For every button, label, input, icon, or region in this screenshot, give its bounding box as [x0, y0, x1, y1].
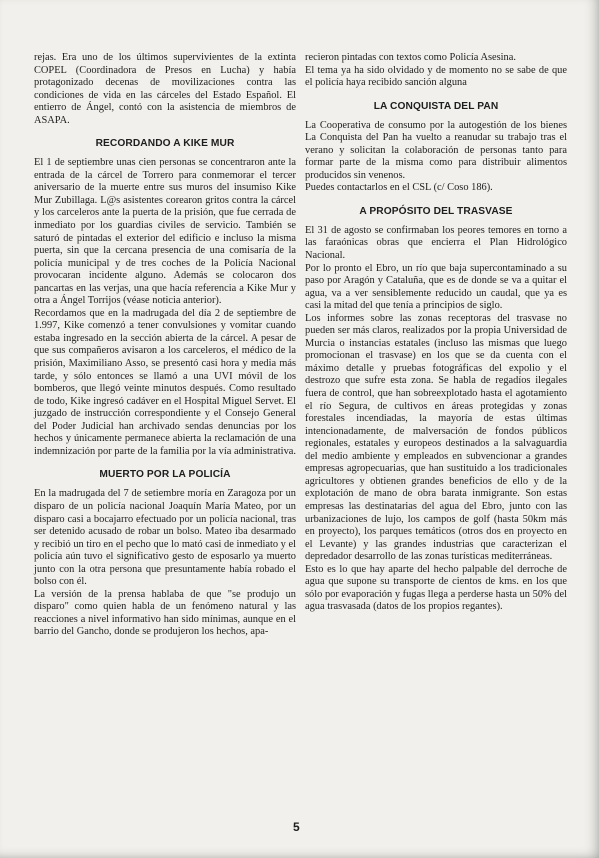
paragraph: rejas. Era uno de los últimos supervivientes de la extinta COPEL (Coordinadora de Presos en Lucha) y había protagonizado decenas de movilizaciones contra las condiciones de vida en las cárceles del Estado Español. El entierro de Ángel, contó con la asistencia de miembros de ASAPA. — [34, 52, 296, 126]
section-heading: LA CONQUISTA DEL PAN — [373, 100, 499, 112]
left-column — [34, 52, 296, 639]
section-heading: MUERTO POR LA POLICÍA — [99, 469, 231, 481]
paragraph: Esto es lo que hay aparte del hecho palpable del derroche de agua que supone su transporte de cientos de kms. en los que sólo por evaporación y fugas llega a perderse hasta un 50% del agua trasvasada (datos de los propios regantes). — [305, 563, 567, 613]
paragraph: Recordamos que en la madrugada del día 2 de septiembre de 1.997, Kike comenzó a tener convulsiones y vomitar cuando estaba ingresado en la sección abierta de la cárcel. A pesar de que sus compañeros avisaron a los carceleros, el médico de la prisión, Maximiliano Asso, se presentó casi hora y media más tarde, y sólo entonces se llamó a una UVI móvil de los bomberos, que llegó veinte minutos después. Como resultado de todo, Kike ingresó cadáver en el Hospital Miguel Servet. El juzgado de instrucción correspondiente y el Consejo General del Poder Judicial han archivado sendas denuncias por los hechos y únicamente permanece abierta la reclamación de una indemnización por parte de la familia por la vía administrativa. — [34, 307, 296, 457]
page-number: 5 — [293, 820, 300, 834]
right-column — [305, 52, 567, 614]
section-heading: A PROPÓSITO DEL TRASVASE — [359, 205, 513, 217]
paragraph: Puedes contactarlos en el CSL (c/ Coso 186). — [305, 182, 493, 194]
paragraph: El 1 de septiembre unas cien personas se concentraron ante la entrada de la cárcel de Torrero para conmemorar el tercer aniversario de la muerte entre sus muros del insumiso Kike Mur Zubillaga. L@s asistentes corearon gritos contra la cárcel y los carceleros ante la puerta de la prisión, que fue cerrada de inmediato por los guardias civiles de servicio. También se saturó de pintadas el exterior del edificio e incluso la misma puerta, sin que la cercana presencia de una comisaría de la policía municipal y de tres coches de la Policía Nacional provocaran incidente alguno. Además se colocaron dos pancartas en las verjas, una que hacía referencia a Kike Mur y otra a Ángel Torrijos (véase noticia anterior). — [34, 157, 296, 307]
paragraph: La Cooperativa de consumo por la autogestión de los bienes La Conquista del Pan ha vuelto a reanudar su trabajo tras el verano y solicitan la colaboración de personas tanto para formar parte de la misma como para distribuir alimentos producidos sin venenos. — [305, 119, 567, 181]
paragraph: Los informes sobre las zonas receptoras del trasvase no pueden ser más claros, realizados por la propia Universidad de Murcia o instancias estatales (incluso las mismas que luego promocionan el trasvase) en los que se da cuenta con el máximo detalle y pruebas fotográficas del expolio y el destrozo que sufre esta zona. Se habla de regadíos ilegales fuera de control, que han sobreexplotado hasta el agotamiento el río Segura, de cultivos en áreas protegidas y zonas forestales incendiadas, la mayoría de estas últimas intencionadamente, de malversación de fondos públicos regionales, estatales y europeos destinados a la salvaguardia del medio ambiente y empleados en subvencionar a grandes empresas agropecuarias, que han sustituido a los tradicionales agricultores y obtienen grandes beneficios de ello y de la explotación de mano de obra barata inmigrante. Son estas empresas las destinatarias del agua del Ebro, junto con las urbanizaciones de lujo, los campos de golf (hasta 50km más en proyecto), los parques temáticos (otros dos en proyecto en el Levante) y las grandes industrias que caracterizan el depredador desarrollo de las zonas turísticas mediterráneas. — [305, 312, 567, 563]
paragraph: Por lo pronto el Ebro, un río que baja supercontaminado a su paso por Aragón y Cataluña, que es de donde se va a quitar el agua, va a ver sensiblemente reducido un caudal, que ya es casi la mitad del que tenía a principios de siglo. — [305, 262, 567, 312]
paragraph: El tema ya ha sido olvidado y de momento no se sabe de que el policía haya recibido sanción alguna — [305, 64, 567, 89]
paragraph: El 31 de agosto se confirmaban los peores temores en torno a las faraónicas obras que encierra el Plan Hidrológico Nacional. — [305, 224, 567, 262]
paragraph: recieron pintadas con textos como Policía Asesina. — [305, 52, 516, 63]
paragraph: En la madrugada del 7 de setiembre moría en Zaragoza por un disparo de un policía nacional Joaquín María Mateo, por un disparo casi a bocajarro efectuado por un policía nacional, tras ser detenido acusado de robar un bolso. Mateo iba desarmado y recibió un tiro en el pecho que lo mató casi de inmediato y el policía aún tuvo el significativo gesto de esposarlo ya muerto junto con la otra persona que presuntamente había robado el bolso con él. — [34, 488, 296, 588]
paragraph: La versión de la prensa hablaba de que "se produjo un disparo" como quien habla de un fenómeno natural y las reacciones a nivel informativo han sido mínimas, aunque en el barrio del Gancho, donde se produjeron los hechos, apa- — [34, 588, 296, 638]
section-heading: RECORDANDO A KIKE MUR — [95, 138, 235, 150]
